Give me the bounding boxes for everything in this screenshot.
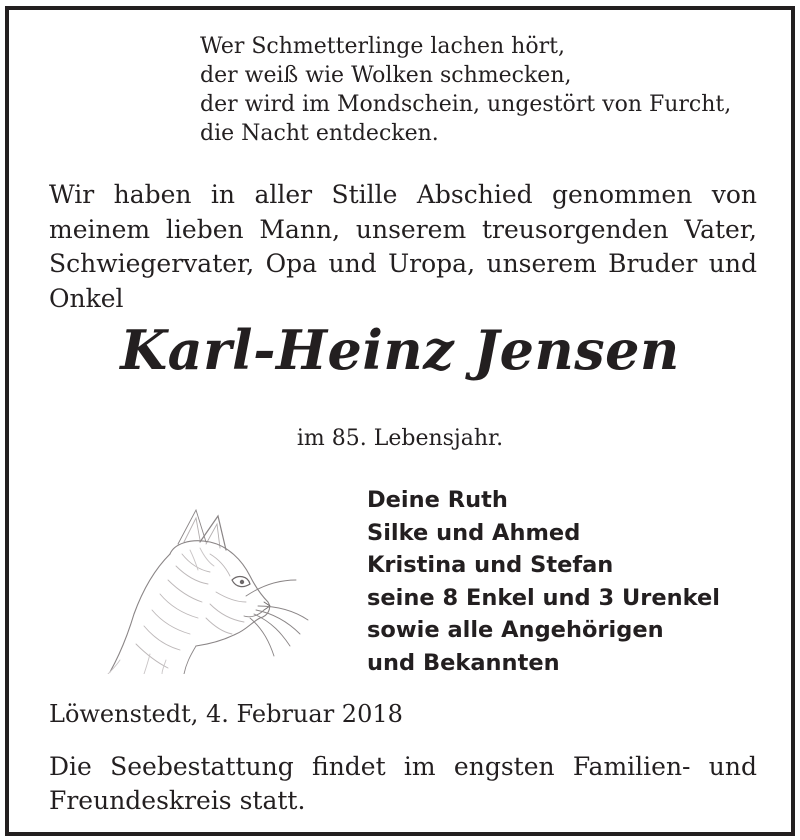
poem-line: der weiß wie Wolken schmecken, [200,63,572,88]
mourners-list [367,484,720,679]
intro-line: meinem lieben Mann, unserem treusorgenden Vater, [49,214,757,244]
mourner-line: und Bekannten [367,649,560,676]
mourner-line: Silke und Ahmed [367,519,581,546]
obituary-notice [5,6,795,836]
mourner-line: sowie alle Angehörigen [367,617,664,643]
burial-notice [49,750,757,818]
intro-line: Wir haben in aller Stille Abschied genommen von [49,180,757,209]
burial-line: Freundeskreis statt. [49,786,306,815]
intro-line: Onkel [49,283,124,313]
age-text: im 85. Lebensjahr. [296,426,504,451]
cat-sketch-icon [50,484,312,674]
intro-line: Schwiegervater, Opa und Uropa, unserem Bruder und [49,249,757,278]
poem-line: die Nacht entdecken. [200,121,439,146]
deceased-name: Karl-Heinz Jensen [120,318,680,382]
burial-line: Die Seebestattung findet im engsten Familien- und [49,752,757,781]
poem-line: Wer Schmetterlinge lachen hört, [200,34,565,59]
mourner-line: Kristina und Stefan [367,552,614,578]
poem-line: der wird im Mondschein, ungestört von Furcht, [200,92,732,117]
place-date: Löwenstedt, 4. Februar 2018 [49,700,403,728]
mourner-line: seine 8 Enkel und 3 Urenkel [367,584,720,611]
intro-paragraph [49,178,757,316]
mourner-line: Deine Ruth [367,487,508,513]
poem [200,32,731,148]
